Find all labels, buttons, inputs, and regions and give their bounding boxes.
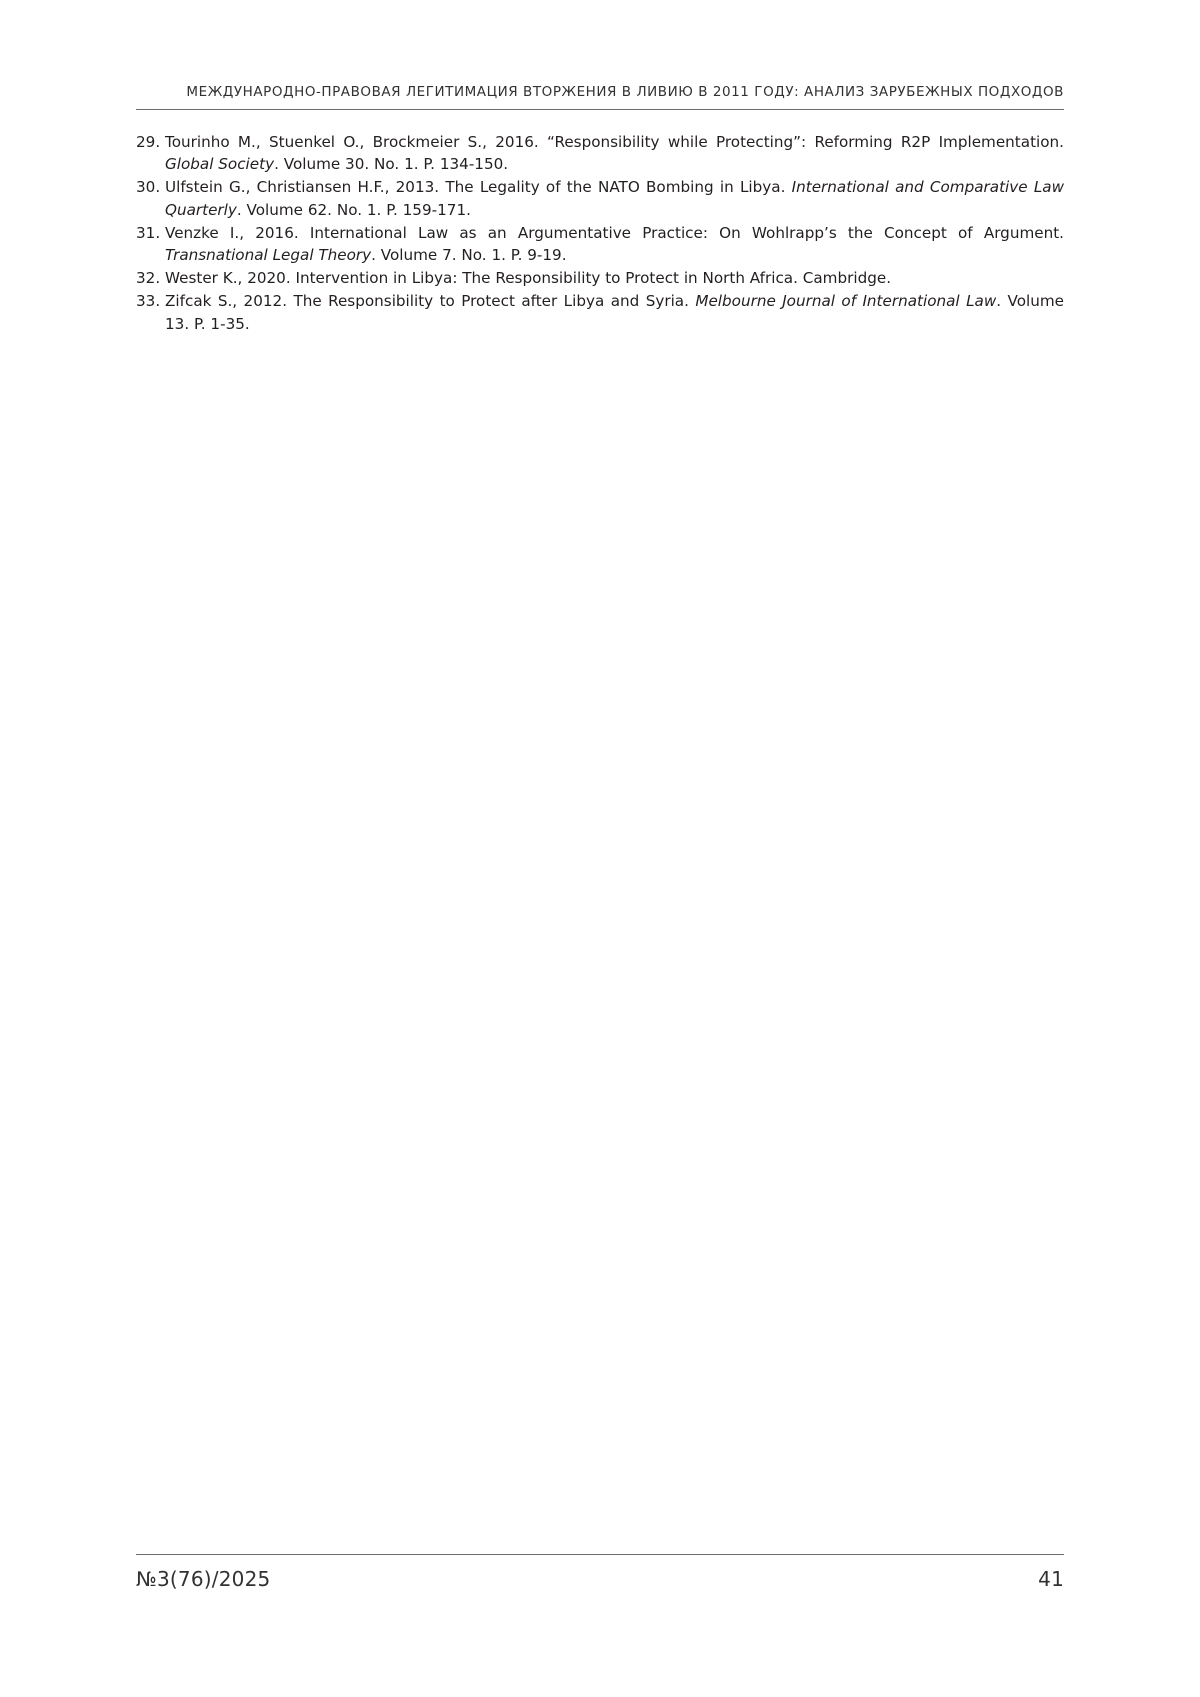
reference-text: Zifcak S., 2012. The Responsibility to Protect after Libya and Syria. Melbourne Journal of International Law. Volume 13. P. 1-35. (165, 292, 1064, 333)
reference-text: Venzke I., 2016. International Law as an Argumentative Practice: On Wohlrapp’s the Concept of Argument. Transnational Legal Theory. Volume 7. No. 1. P. 9-19. (165, 223, 1064, 264)
page-content (136, 84, 1064, 336)
page-number: 41 (1038, 1567, 1064, 1591)
reference-number: 32. (136, 269, 161, 288)
footer-row (136, 1555, 1064, 1591)
reference-number: 33. (136, 292, 161, 311)
issue-label: №3(76)/2025 (136, 1567, 271, 1591)
page-footer (136, 1554, 1064, 1591)
reference-item (136, 131, 1064, 175)
reference-item (136, 222, 1064, 266)
reference-number: 29. (136, 133, 161, 151)
reference-number: 31. (136, 223, 161, 242)
reference-number: 30. (136, 178, 161, 197)
reference-text: Tourinho M., Stuenkel O., Brockmeier S., 2016. “Responsibility while Protecting”: Reforming R2P Implementation. Global Society. Volume 30. No. 1. P. 134-150. (165, 133, 1064, 174)
reference-text: Ulfstein G., Christiansen H.F., 2013. The Legality of the NATO Bombing in Libya. International and Comparative Law Quarterly. Volume 62. No. 1. P. 159-171. (165, 178, 1065, 219)
reference-item (136, 267, 1064, 289)
references-list (136, 131, 1064, 335)
header-divider (136, 109, 1064, 110)
reference-text: Wester K., 2020. Intervention in Libya: The Responsibility to Protect in North Africa. Cambridge. (165, 269, 892, 288)
running-head: МЕЖДУНАРОДНО-ПРАВОВАЯ ЛЕГИТИМАЦИЯ ВТОРЖЕНИЯ В ЛИВИЮ В 2011 ГОДУ: АНАЛИЗ ЗАРУБЕЖНЫХ ПОДХОДОВ (186, 84, 1064, 100)
reference-item (136, 176, 1064, 220)
reference-item (136, 290, 1064, 334)
